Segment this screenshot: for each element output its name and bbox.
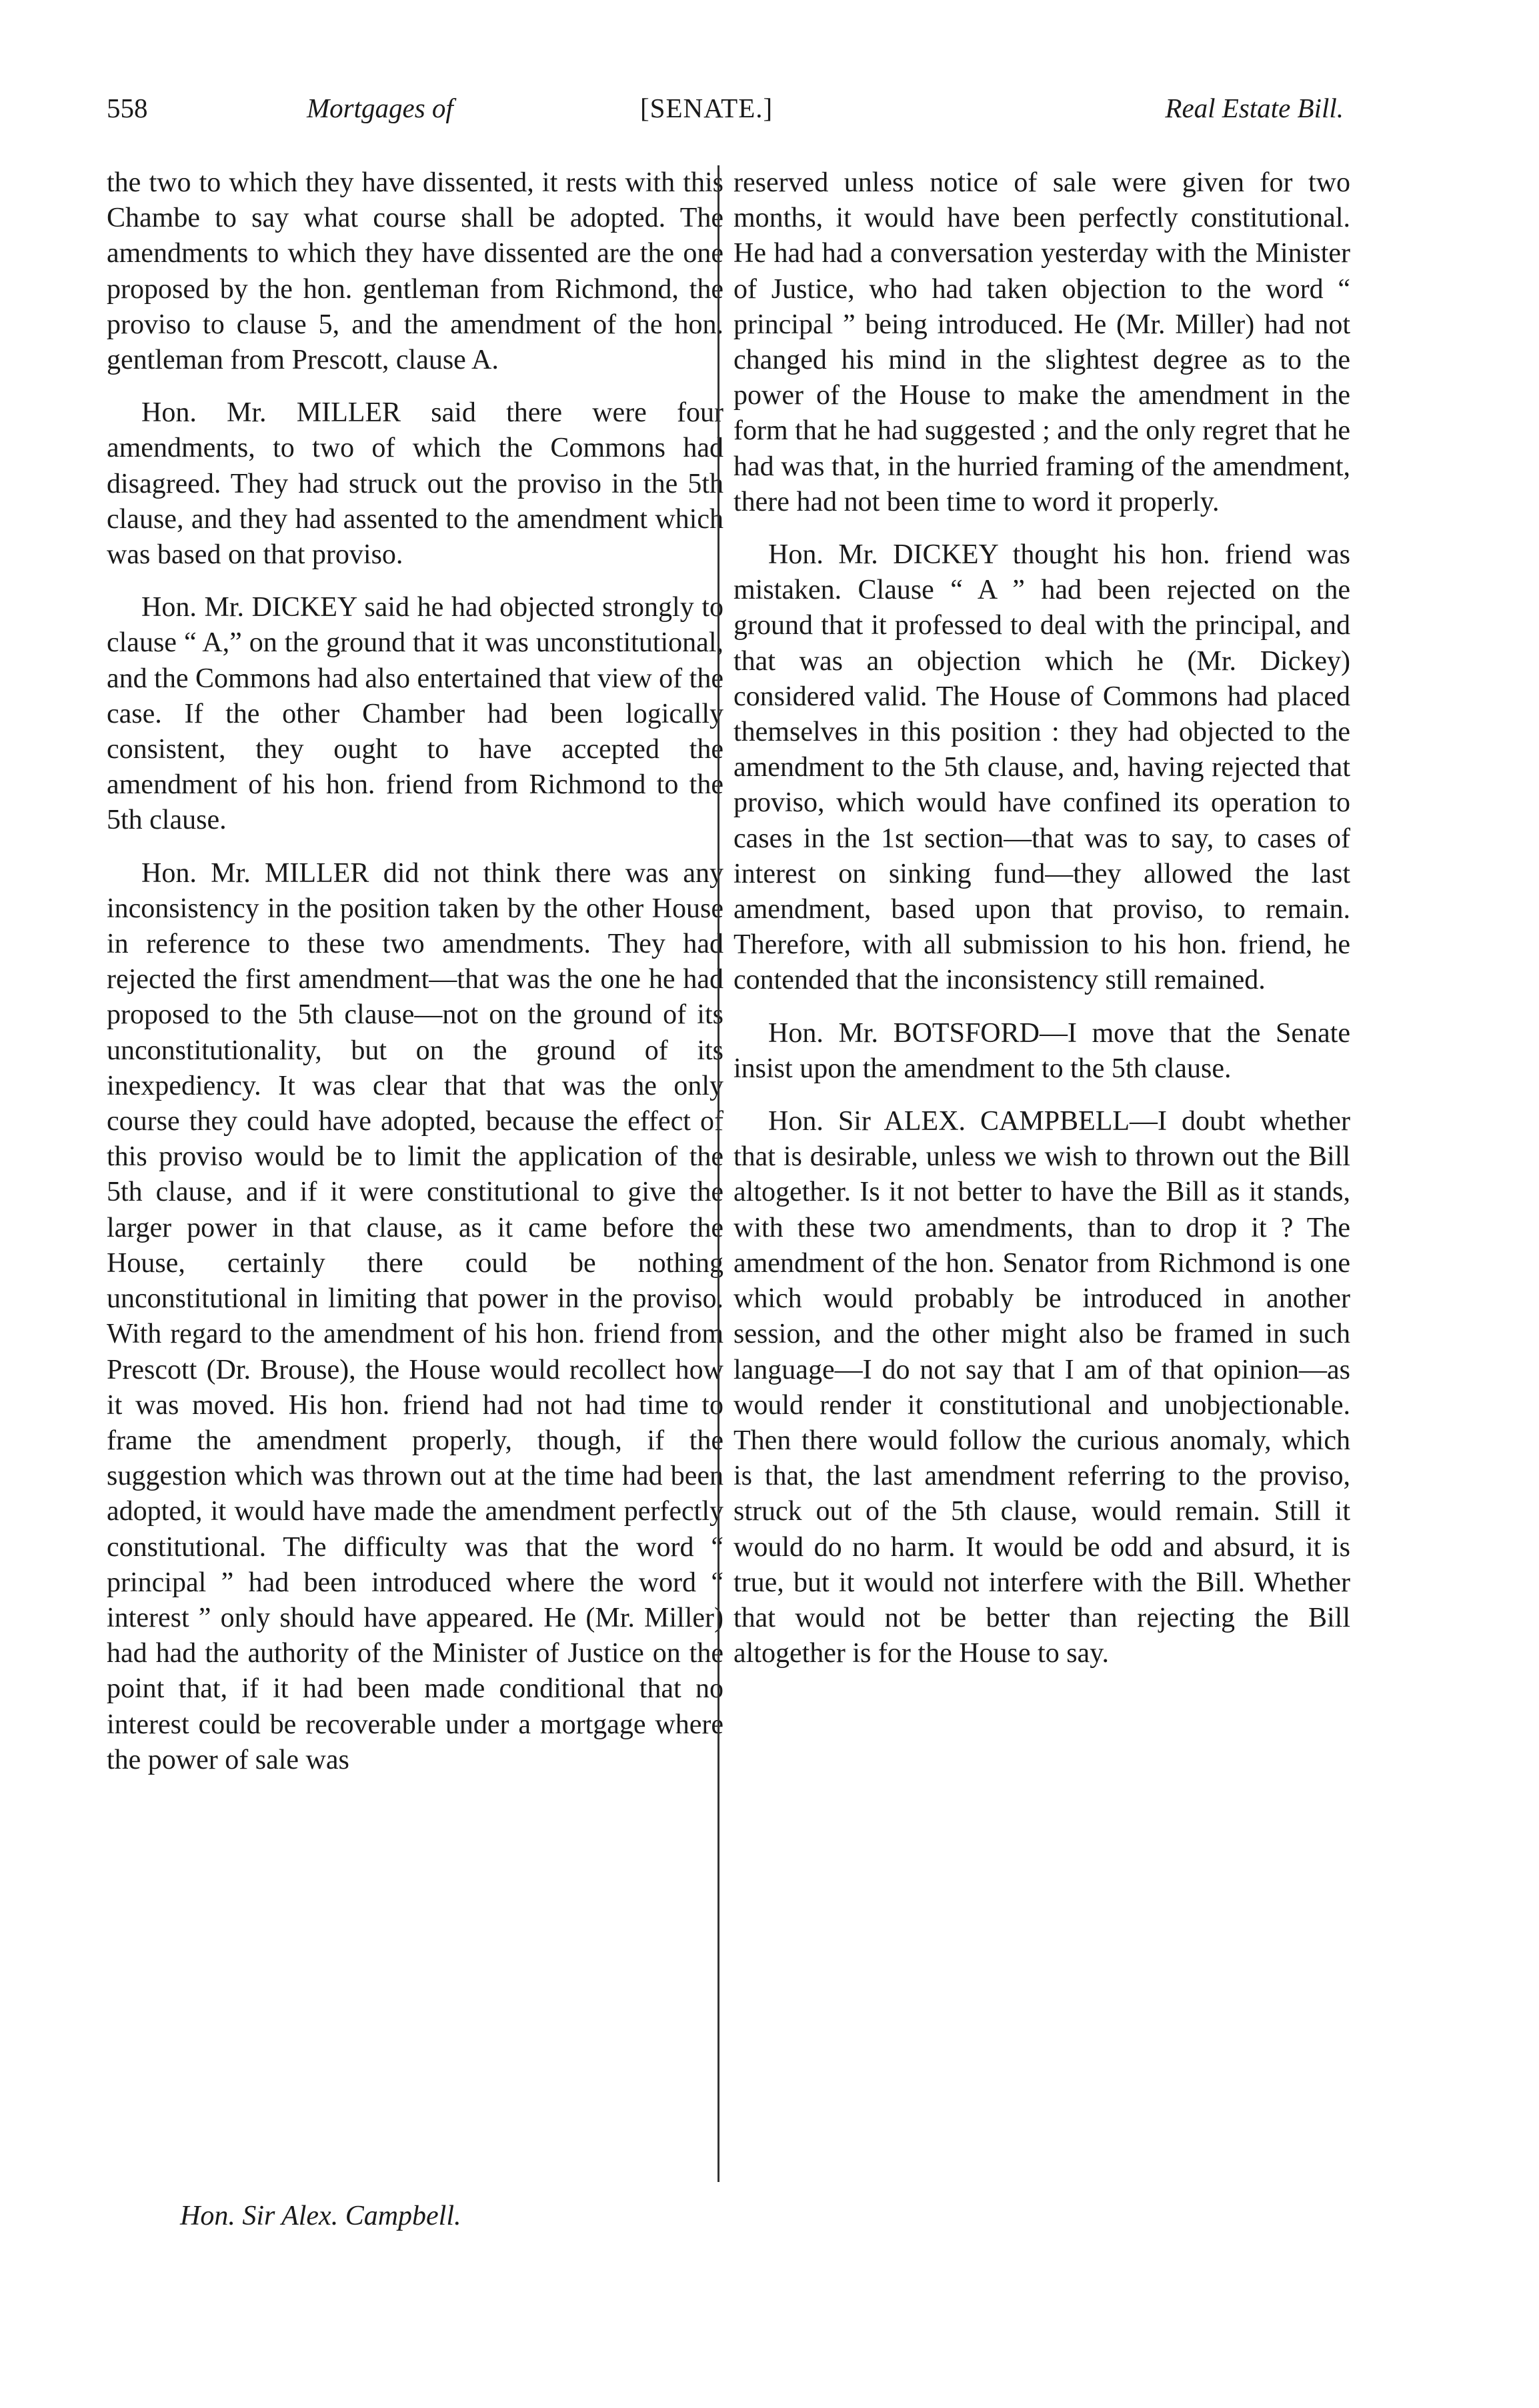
column-divider xyxy=(717,165,719,2182)
running-title-left: Mortgages of xyxy=(307,93,453,123)
running-title-center: [SENATE.] xyxy=(640,93,774,123)
page-header xyxy=(107,92,1344,139)
page-signature: Hon. Sir Alex. Campbell. xyxy=(180,2201,461,2231)
paragraph: reserved unless notice of sale were given for two months, it would have been perfectly constitutional. He had had a conversation yesterday with the Minister of Justice, who had taken objection to the word “ principal ” being introduced. He (Mr. Miller) had not changed his mind in the slightest degree as to the power of the House to make the amendment in the form that he had suggested ; and the only regret that he had was that, in the hurried framing of the amendment, there had not been time to word it properly. xyxy=(733,167,1350,517)
paragraph: Hon. Mr. MILLER said there were four amendments, to two of which the Commons had disagreed. They had struck out the proviso in the 5th clause, and they had assented to the amendment which was based on that proviso. xyxy=(107,397,723,571)
paragraph: Hon. Mr. BOTSFORD—I move that the Senate insist upon the amendment to the 5th clause. xyxy=(733,1017,1350,1084)
paragraph: the two to which they have dissented, it rests with this Chambe to say what course shall be adopted. The amendments to which they have dissented are the one proposed by the hon. gentleman from Richmond, the proviso to clause 5, and the amendment of the hon. gentleman from Prescott, clause A. xyxy=(107,167,723,376)
right-column xyxy=(733,165,1350,1689)
paragraph: Hon. Mr. DICKEY said he had objected strongly to clause “ A,” on the ground that it was unconstitutional, and the Commons had also entertained that view of the case. If the other Chamber had been logically consistent, they ought to have accepted the amendment of his hon. friend from Richmond to the 5th clause. xyxy=(107,592,723,836)
paragraph: Hon. Mr. DICKEY thought his hon. friend was mistaken. Clause “ A ” had been rejected on the ground that it professed to deal with the principal, and that was an objection which he (Mr. Dickey) considered valid. The House of Commons had placed themselves in this position : they had objected to the amendment to the 5th clause, and, having rejected that proviso, which would have confined its operation to cases in the 1st section—that was to say, to cases of interest on sinking fund—they allowed the last amendment, based upon that proviso, to remain. Therefore, with all submission to his hon. friend, he contended that the inconsistency still remained. xyxy=(733,539,1350,996)
paragraph: Hon. Mr. MILLER did not think there was any inconsistency in the position taken by the other House in reference to these two amendments. They had rejected the first amendment—that was the one he had proposed to the 5th clause—not on the ground of its unconstitutionality, but on the ground of its inexpediency. It was clear that that was the only course they could have adopted, because the effect of this proviso would be to limit the application of the 5th clause, and if it were constitutional to give the larger power in that clause, as it came before the House, certainly there could be nothing unconstitutional in limiting that power in the proviso. With regard to the amendment of his hon. friend from Prescott (Dr. Brouse), the House would recollect how it was moved. His hon. friend had not had time to frame the amendment properly, though, if the suggestion which was thrown out at the time had been adopted, it would have made the amendment perfectly constitutional. The difficulty was that the word “ principal ” had been introduced where the word “ interest ” only should have appeared. He (Mr. Miller) had had the authority of the Minister of Justice on the point that, if it had been made conditional that no interest could be recoverable under a mortgage where the power of sale was xyxy=(107,857,723,1775)
page-number: 558 xyxy=(107,93,148,123)
paragraph: Hon. Sir ALEX. CAMPBELL—I doubt whether that is desirable, unless we wish to thrown out the Bill altogether. Is it not better to have the Bill as it stands, with these two amendments, than to drop it ? The amendment of the hon. Senator from Richmond is one which would probably be introduced in another session, and the other might also be framed in such language—I do not say that I am of that opinion—as would render it constitutional and unobjectionable. Then there would follow the curious anomaly, which is that, the last amendment referring to the proviso, struck out of the 5th clause, would remain. Still it would do no harm. It would be odd and absurd, it is true, but it would not interfere with the Bill. Whether that would not be better than rejecting the Bill altogether is for the House to say. xyxy=(733,1106,1350,1669)
left-column xyxy=(107,165,723,1795)
running-title-right: Real Estate Bill. xyxy=(1165,93,1344,123)
